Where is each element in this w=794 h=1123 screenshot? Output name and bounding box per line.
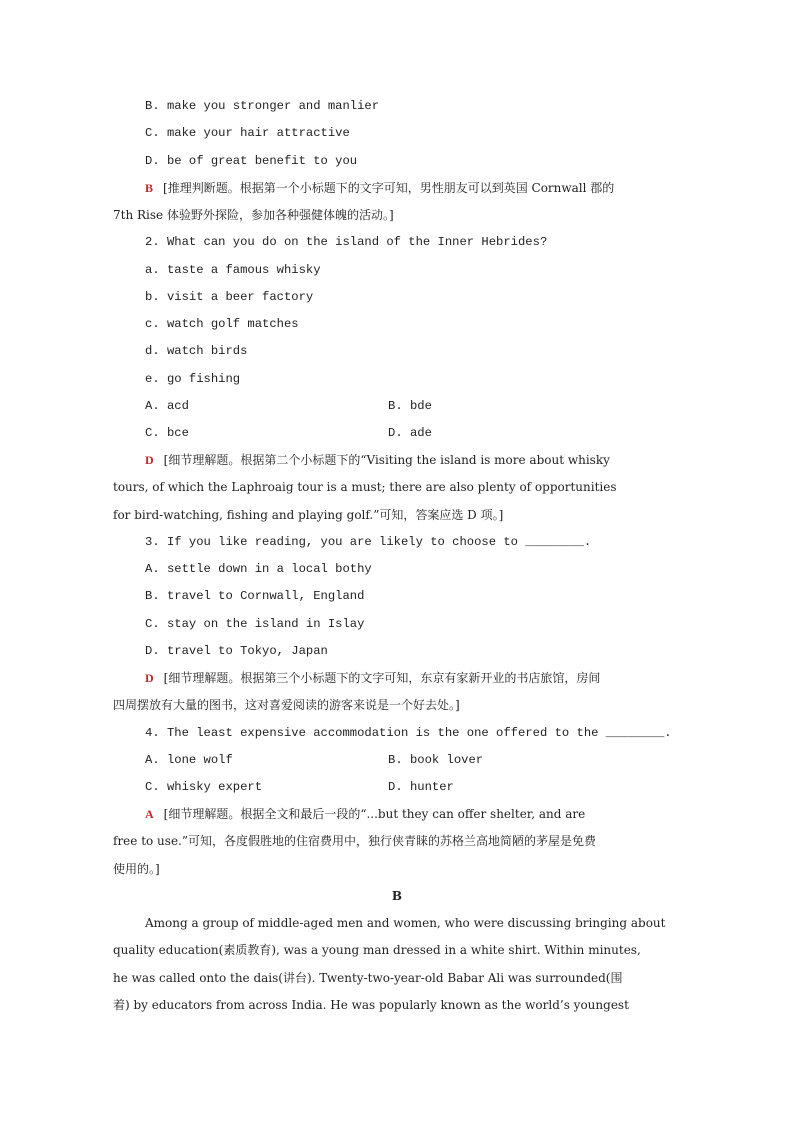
q1-explanation [145, 180, 614, 196]
q4-choice-b: B. book lover [388, 753, 484, 767]
q4-choice-c: C. whisky expert [145, 780, 263, 794]
q3-explanation-line1: [细节理解题。根据第三个小标题下的文字可知，东京有家新开业的书店旅馆，房间 [163, 671, 601, 685]
q2-question: 2. What can you do on the island of the Inner Hebrides? [145, 235, 548, 249]
q2-item-d: d. watch birds [145, 344, 248, 358]
q2-item-e: e. go fishing [145, 372, 241, 386]
q2-item-c: c. watch golf matches [145, 317, 299, 331]
q4-explanation-line3: 使用的。] [113, 862, 160, 876]
passage-line1: Among a group of middle-aged men and women, who were discussing bringing about [145, 916, 666, 930]
q2-explanation-line2: tours, of which the Laphroaig tour is a must; there are also plenty of opportunities [113, 480, 617, 494]
q3-option-a: A. settle down in a local bothy [145, 562, 372, 576]
q3-answer-letter: D [145, 671, 154, 685]
q3-option-b: B. travel to Cornwall, England [145, 589, 365, 603]
q4-explanation-line1: [细节理解题。根据全文和最后一段的“...but they can offer shelter, and are [163, 807, 586, 821]
q3-question: 3. If you like reading, you are likely to choose to ________. [145, 535, 592, 549]
passage-line2: quality education(素质教育), was a young man dressed in a white shirt. Within minutes, [113, 943, 641, 957]
q4-choice-d: D. hunter [388, 780, 454, 794]
passage-line4: 着) by educators from across India. He was popularly known as the world’s youngest [113, 998, 629, 1012]
q2-choice-d: D. ade [388, 426, 432, 440]
q3-option-c: C. stay on the island in Islay [145, 617, 365, 631]
q3-explanation-line2: 四周摆放有大量的图书，这对喜爱阅读的游客来说是一个好去处。] [113, 698, 460, 712]
q2-choice-c: C. bce [145, 426, 189, 440]
q1-option-d: D. be of great benefit to you [145, 154, 358, 168]
q1-explanation-line2: 7th Rise 体验野外探险，参加各种强健体魄的活动。] [113, 208, 394, 222]
passage-line3: he was called onto the dais(讲台). Twenty-two-year-old Babar Ali was surrounded(围 [113, 971, 623, 985]
q1-answer-letter: B [145, 181, 154, 195]
q4-explanation-line2: free to use.”可知，各度假胜地的住宿费用中，独行侠青睐的苏格兰高地简陋的茅屋是免费 [113, 834, 596, 848]
q1-explanation-line1: [推理判断题。根据第一个小标题下的文字可知，男性朋友可以到英国 Cornwall 郡的 [163, 181, 615, 195]
q2-choice-a: A. acd [145, 399, 189, 413]
q2-explanation [145, 452, 610, 468]
q4-choice-a: A. lone wolf [145, 753, 233, 767]
q2-choice-b: B. bde [388, 399, 432, 413]
q2-item-b: b. visit a beer factory [145, 290, 314, 304]
q4-question: 4. The least expensive accommodation is the one offered to the ________. [145, 726, 672, 740]
q4-answer-letter: A [145, 807, 154, 821]
q2-explanation-line1: [细节理解题。根据第二个小标题下的“Visiting the island is more about whisky [163, 453, 610, 467]
q2-item-a: a. taste a famous whisky [145, 263, 321, 277]
q2-explanation-line3: for bird-watching, fishing and playing golf.”可知，答案应选 D 项。] [113, 508, 504, 522]
q4-explanation [145, 806, 585, 822]
q3-explanation [145, 670, 600, 686]
q3-option-d: D. travel to Tokyo, Japan [145, 644, 328, 658]
q2-answer-letter: D [145, 453, 154, 467]
q1-option-c: C. make your hair attractive [145, 126, 350, 140]
section-heading: B [391, 889, 403, 903]
q1-option-b: B. make you stronger and manlier [145, 99, 380, 113]
